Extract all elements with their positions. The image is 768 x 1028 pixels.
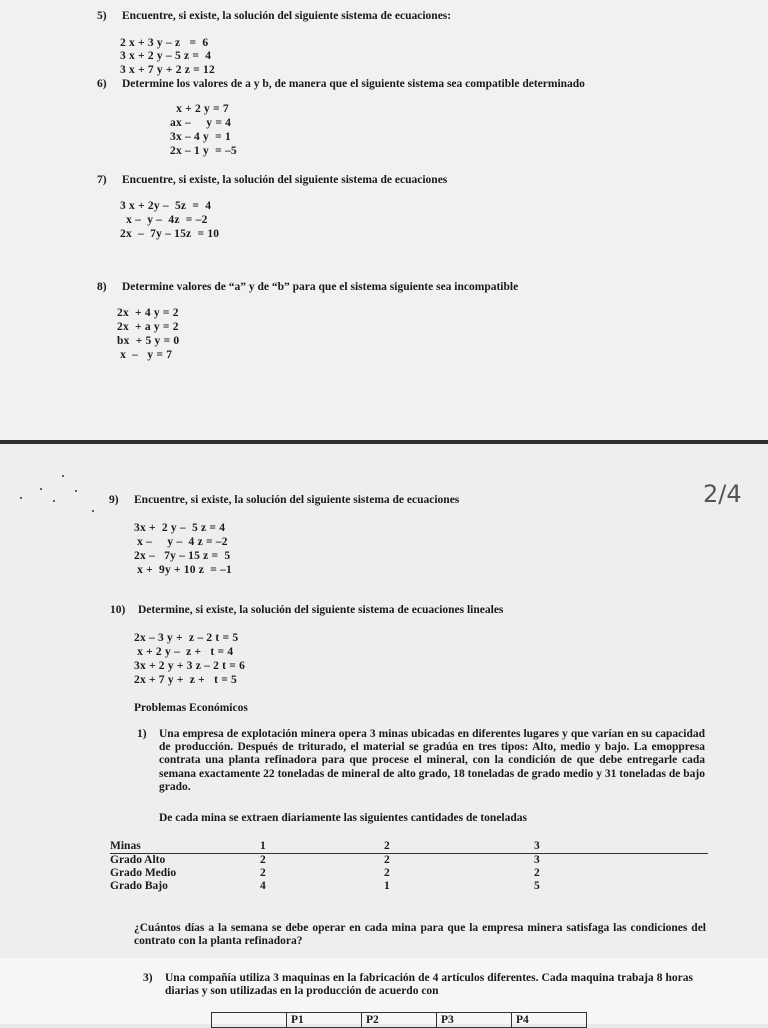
table-row: [110, 867, 708, 880]
question-9-equation: x – y – 4 z = –2: [134, 536, 228, 548]
table-header-cell: 1: [260, 840, 384, 854]
table-header-cell: P4: [512, 1013, 587, 1028]
question-7-equation: 3 x + 2y – 5z = 4: [120, 200, 212, 212]
section-title: Problemas Económicos: [134, 702, 248, 714]
question-10-text: Determine, si existe, la solución del siguiente sistema de ecuaciones lineales: [138, 604, 504, 616]
table-header-row: [110, 840, 708, 854]
question-6-equation: ax – y = 4: [170, 117, 232, 129]
table-cell: 2: [384, 867, 390, 879]
question-7-number: 7): [97, 174, 107, 186]
scan-speck: [20, 497, 22, 499]
question-7-equation: x – y – 4z = –2: [120, 214, 208, 226]
question-9-equation: 3x + 2 y – 5 z = 4: [134, 522, 226, 534]
table-cell: Grado Bajo: [110, 880, 168, 892]
question-8-text: Determine valores de “a” y de “b” para que el sistema siguiente sea incompatible: [122, 281, 519, 293]
question-8-equation: 2x + a y = 2: [117, 321, 179, 333]
table-cell: Grado Alto: [110, 854, 166, 866]
question-10-equation: 3x + 2 y + 3 z – 2 t = 6: [134, 660, 246, 672]
question-8-number: 8): [97, 281, 107, 293]
table-cell: 2: [260, 854, 266, 866]
table-header-cell: 2: [384, 840, 534, 854]
table-cell: 1: [384, 880, 390, 892]
scan-speck: [62, 475, 64, 477]
table-cell: 4: [260, 880, 266, 892]
question-9-equation: x + 9y + 10 z = –1: [134, 564, 232, 576]
table-row: [110, 854, 708, 868]
question-6-equation: 3x – 4 y = 1: [170, 131, 231, 143]
table-row: [110, 880, 708, 893]
table-header-cell: P3: [437, 1013, 512, 1028]
question-5-text: Encuentre, si existe, la solución del siguiente sistema de ecuaciones:: [122, 10, 452, 22]
question-8-equation: bx + 5 y = 0: [117, 335, 180, 347]
question-6-text: Determine los valores de a y b, de manera que el siguiente sistema sea compatible determinado: [122, 78, 585, 90]
problem-1-text: Una empresa de explotación minera opera 3 minas ubicadas en diferentes lugares y que varían en su capacidad de producción. Después de triturado, el material se gradúa en tres tipos: Alto, medio y bajo. La emoppresa contrata una planta refinadora para que procese el mineral, con la condición de que debe entregarle cada semana exactamente 22 toneladas de mineral de alto grado, 18 toneladas de grado medio y 31 toneladas de bajo grado.: [159, 728, 705, 793]
products-table: [211, 1012, 587, 1028]
table-cell: 5: [534, 880, 540, 892]
scan-speck: [75, 490, 77, 492]
page-1: [0, 0, 768, 440]
question-7-text: Encuentre, si existe, la solución del siguiente sistema de ecuaciones: [122, 174, 448, 186]
table-cell: 3: [534, 854, 540, 866]
table-header-cell: [212, 1013, 287, 1028]
question-10-equation: 2x + 7 y + z + t = 5: [134, 674, 237, 686]
problem-1-question: ¿Cuántos días a la semana se debe operar en cada mina para que la empresa minera satisfaga las condiciones del contrato con la planta refinadora?: [134, 922, 706, 948]
table-header-cell: Minas: [110, 840, 260, 854]
table-header-cell: P2: [362, 1013, 437, 1028]
question-10-number: 10): [110, 604, 126, 616]
question-5-number: 5): [97, 10, 107, 22]
table-header-row: [212, 1013, 587, 1028]
question-6-equation: 2x – 1 y = –5: [170, 145, 237, 157]
table-header-cell: P1: [287, 1013, 362, 1028]
question-8-equation: 2x + 4 y = 2: [117, 307, 179, 319]
problem-1-number: 1): [137, 728, 147, 740]
question-6-number: 6): [97, 78, 107, 90]
problem-1-intro: De cada mina se extraen diariamente las siguientes cantidades de toneladas: [159, 812, 527, 824]
mines-table: [110, 840, 708, 893]
handwritten-page-mark: 2/4: [703, 480, 742, 508]
question-8-equation: x – y = 7: [117, 349, 173, 361]
question-10-equation: x + 2 y – z + t = 4: [134, 646, 234, 658]
question-5-equation: 2 x + 3 y – z = 6: [120, 37, 209, 49]
table-cell: Grado Medio: [110, 867, 177, 879]
question-9-equation: 2x – 7y – 15 z = 5: [134, 550, 231, 562]
scan-speck: [40, 488, 42, 490]
table-cell: 2: [534, 867, 540, 879]
table-header-cell: 3: [534, 840, 708, 854]
question-9-text: Encuentre, si existe, la solución del siguiente sistema de ecuaciones: [134, 494, 460, 506]
table-cell: 2: [260, 867, 266, 879]
scan-speck: [53, 500, 55, 502]
question-5-equation: 3 x + 7 y + 2 z = 12: [120, 64, 215, 76]
question-5-equation: 3 x + 2 y – 5 z = 4: [120, 50, 212, 62]
question-7-equation: 2x – 7y – 15z = 10: [120, 228, 220, 240]
scan-speck: [92, 510, 94, 512]
question-6-equation: x + 2 y = 7: [170, 103, 229, 115]
table-cell: 2: [384, 854, 390, 866]
problem-3-number: 3): [143, 972, 153, 984]
question-9-number: 9): [109, 494, 119, 506]
question-10-equation: 2x – 3 y + z – 2 t = 5: [134, 632, 239, 644]
problem-3-text: Una compañía utiliza 3 maquinas en la fabricación de 4 artículos diferentes. Cada maquina trabaja 8 horas diarias y son utilizadas en la producción de acuerdo con: [165, 972, 693, 998]
